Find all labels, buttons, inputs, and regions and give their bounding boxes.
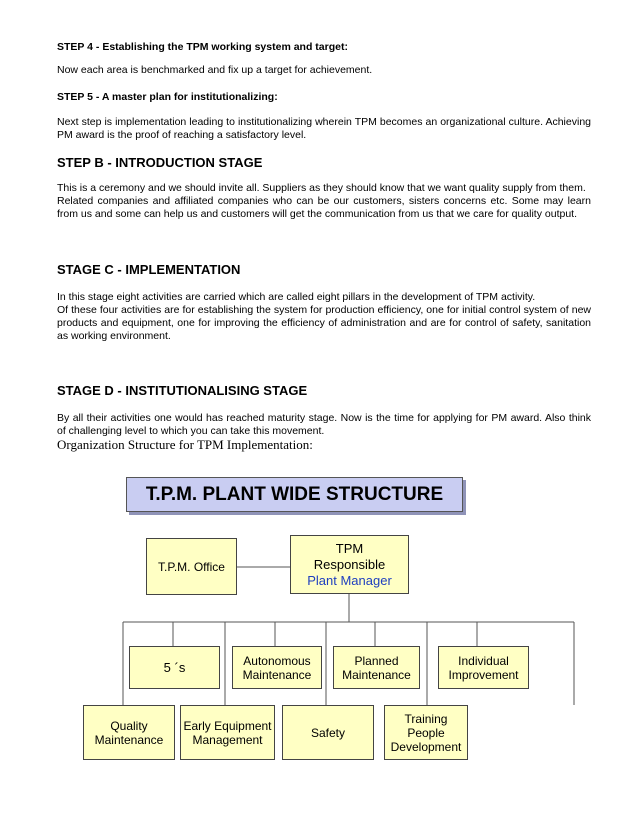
pillar-individual-improvement-box bbox=[438, 646, 529, 689]
stageD-heading: STAGE D - INSTITUTIONALISING STAGE bbox=[57, 383, 308, 398]
step4-section bbox=[57, 40, 591, 54]
step5-section bbox=[57, 90, 591, 104]
stepB-body bbox=[57, 182, 591, 221]
stageC-text1: In this stage eight activities are carried which are called eight pillars in the development of TPM activity. bbox=[57, 291, 536, 303]
stageC-section bbox=[57, 262, 591, 278]
pillar-individual-improvement-label: Individual Improvement bbox=[448, 653, 519, 682]
pillar-5s-label: 5 ´s bbox=[163, 659, 186, 675]
pillar-training-people-development-label: Training People Development bbox=[390, 711, 462, 754]
pillar-training-people-development-box bbox=[384, 705, 468, 760]
pillar-planned-maintenance-label: Planned Maintenance bbox=[342, 653, 411, 682]
pillar-early-equipment-management-label: Early Equipment Management bbox=[183, 718, 272, 747]
step5-body bbox=[57, 116, 591, 142]
step4-body bbox=[57, 64, 591, 77]
pillar-autonomous-maintenance-box bbox=[232, 646, 322, 689]
pillar-planned-maintenance-box bbox=[333, 646, 420, 689]
pillar-safety-label: Safety bbox=[310, 725, 346, 740]
pillar-autonomous-maintenance-label: Autonomous Maintenance bbox=[242, 653, 312, 682]
org-caption-wrap bbox=[57, 437, 591, 452]
stageD-body bbox=[57, 412, 591, 438]
tpm-responsible-line3: Plant Manager bbox=[307, 572, 392, 588]
stageD-text: By all their activities one would has reached maturity stage. Now is the time for applying for PM award. Also think of challenging level to which you can take this movement. bbox=[57, 412, 591, 437]
stageD-section bbox=[57, 383, 591, 399]
stepB-text1: This is a ceremony and we should invite all. Suppliers as they should know that we want quality supply from them. bbox=[57, 182, 586, 194]
step5-text: Next step is implementation leading to institutionalizing wherein TPM becomes an organizational culture. Achieving PM award is the proof of reaching a satisfactory level. bbox=[57, 116, 591, 141]
diagram-title: T.P.M. PLANT WIDE STRUCTURE bbox=[126, 477, 463, 512]
stepB-heading: STEP B - INTRODUCTION STAGE bbox=[57, 155, 263, 170]
step4-text: Now each area is benchmarked and fix up a target for achievement. bbox=[57, 64, 373, 76]
tpm-responsible-line1: TPM bbox=[335, 540, 364, 556]
tpm-office-box bbox=[146, 538, 237, 595]
stepB-section bbox=[57, 155, 591, 171]
org-caption: Organization Structure for TPM Implementation: bbox=[57, 437, 313, 452]
pillar-5s-box bbox=[129, 646, 220, 689]
step4-heading: STEP 4 - Establishing the TPM working system and target: bbox=[57, 41, 348, 53]
pillar-quality-maintenance-label: Quality Maintenance bbox=[94, 718, 164, 747]
step5-heading: STEP 5 - A master plan for institutionalizing: bbox=[57, 91, 278, 103]
pillar-safety-box bbox=[282, 705, 374, 760]
stageC-body bbox=[57, 291, 591, 343]
tpm-office-label: T.P.M. Office bbox=[158, 559, 225, 574]
stageC-heading: STAGE C - IMPLEMENTATION bbox=[57, 262, 241, 277]
tpm-responsible-line2: Responsible bbox=[313, 556, 386, 572]
stageC-text2: Of these four activities are for establishing the system for production efficiency, one for initial control system of new products and equipment, one for improving the efficiency of administration and are for control of safety, sanitation as working environment. bbox=[57, 304, 591, 342]
pillar-early-equipment-management-box bbox=[180, 705, 275, 760]
tpm-responsible-box bbox=[290, 535, 409, 594]
pillar-quality-maintenance-box bbox=[83, 705, 175, 760]
stepB-text2: Related companies and affiliated companies who can be our customers, sisters concerns etc. Some may learn from us and some can help us and customers will get the communication from us that we care for quality output. bbox=[57, 195, 591, 220]
